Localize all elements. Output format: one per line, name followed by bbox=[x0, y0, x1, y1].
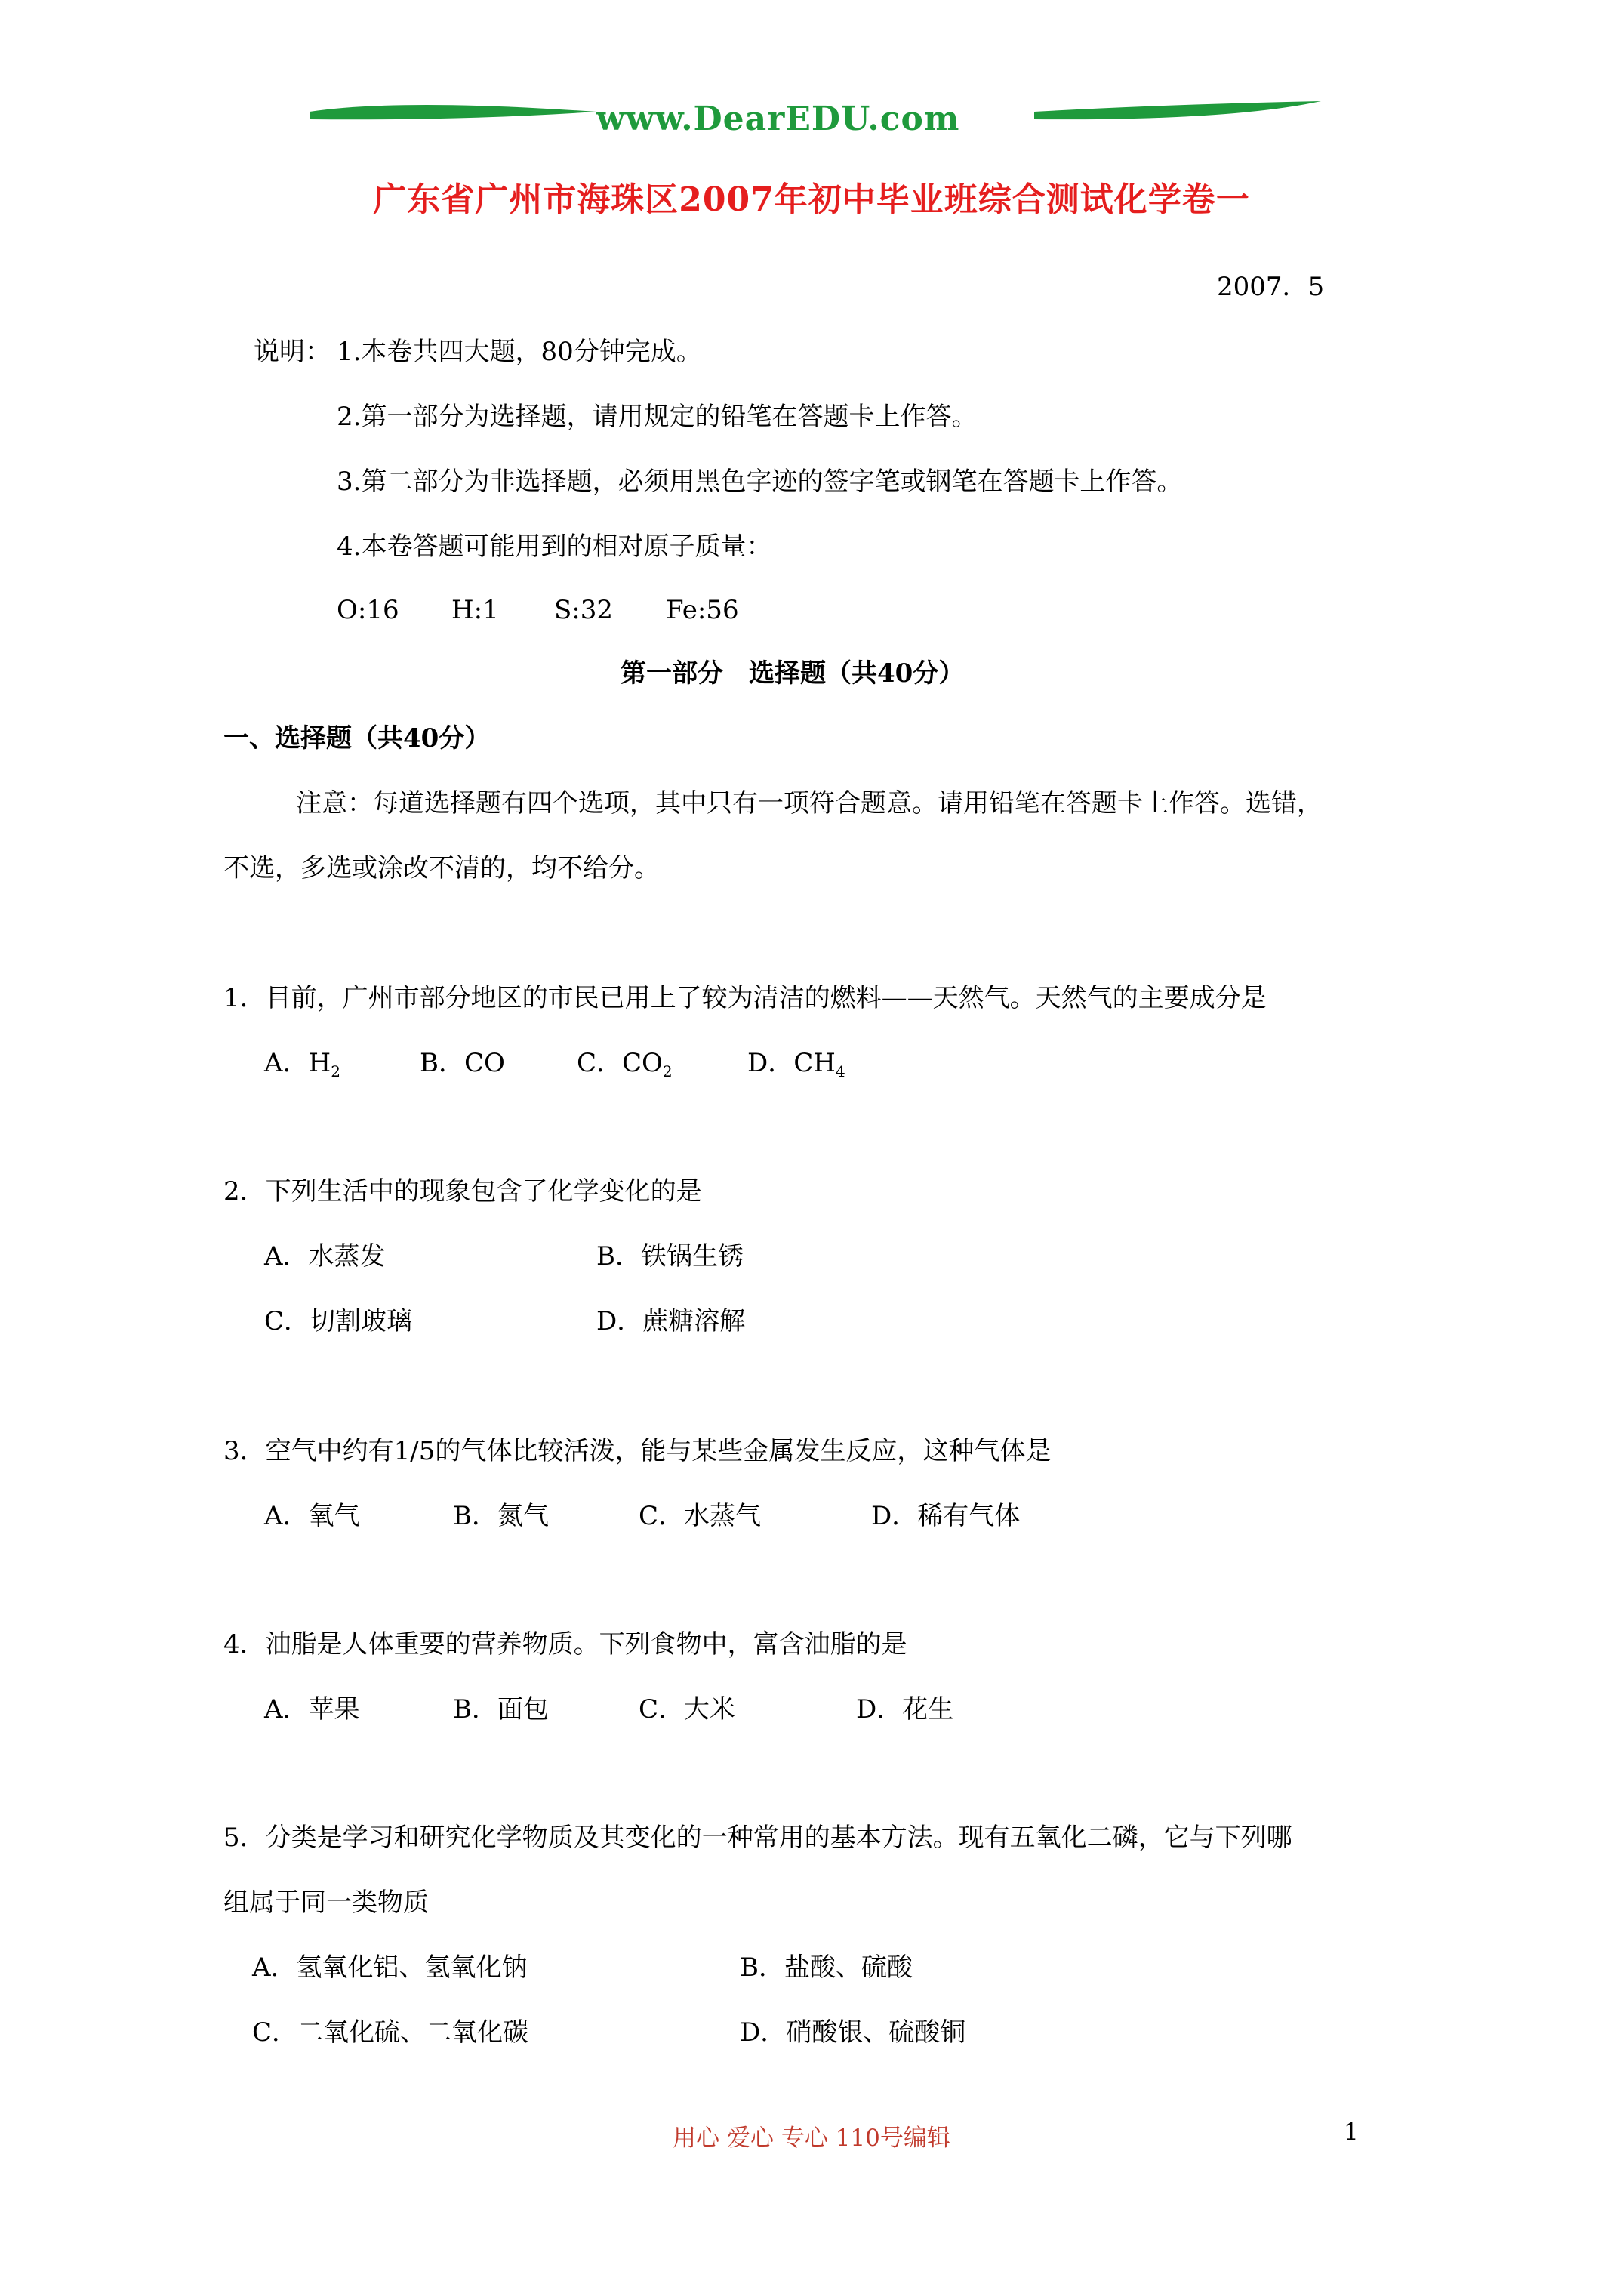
question-4-option-d: D．花生 bbox=[856, 1694, 954, 1724]
instruction-2: 2.第一部分为选择题，请用规定的铅笔在答题卡上作答。 bbox=[337, 402, 978, 432]
question-1-option-a: A．$H_2$ bbox=[264, 1048, 340, 1080]
question-2-option-b: B．铁锅生锈 bbox=[596, 1241, 744, 1271]
document-title: 广东省广州市海珠区2007年初中毕业班综合测试化学卷一 bbox=[373, 180, 1250, 219]
atomic-mass-fe: Fe:56 bbox=[666, 595, 739, 625]
document-date: 2007．5 bbox=[1217, 272, 1325, 302]
footer-text: 用心 爱心 专心 110号编辑 bbox=[673, 2125, 950, 2152]
note-line-2: 不选，多选或涂改不清的，均不给分。 bbox=[223, 853, 660, 883]
logo-wave-left bbox=[310, 95, 596, 136]
question-2-stem: 2．下列生活中的现象包含了化学变化的是 bbox=[223, 1176, 702, 1207]
instruction-3: 3.第二部分为非选择题，必须用黑色字迹的签字笔或钢笔在答题卡上作答。 bbox=[337, 467, 1183, 497]
atomic-mass-o: O:16 bbox=[337, 595, 399, 625]
question-2-option-c: C．切割玻璃 bbox=[264, 1306, 413, 1336]
atomic-mass-s: S:32 bbox=[554, 595, 614, 625]
question-5-option-c: C．二氧化硫、二氧化碳 bbox=[252, 2017, 529, 2048]
logo-text: www.DearEDU.com bbox=[596, 100, 960, 138]
question-2-option-d: D．蔗糖溶解 bbox=[596, 1306, 746, 1336]
part1-heading: 第一部分 选择题（共40分） bbox=[621, 658, 965, 689]
question-2-option-a: A．水蒸发 bbox=[264, 1241, 386, 1271]
section-heading: 一、选择题（共40分） bbox=[223, 723, 491, 754]
question-3-option-c: C．水蒸气 bbox=[639, 1501, 762, 1531]
question-3-option-b: B．氮气 bbox=[453, 1501, 549, 1531]
question-5-option-a: A．氢氧化铝、氢氧化钠 bbox=[252, 1952, 528, 1983]
page-number: 1 bbox=[1344, 2119, 1359, 2146]
question-5-stem-line-1: 5．分类是学习和研究化学物质及其变化的一种常用的基本方法。现有五氧化二磷，它与下列哪 bbox=[223, 1823, 1292, 1853]
question-3-option-a: A．氧气 bbox=[264, 1501, 360, 1531]
question-4-option-c: C．大米 bbox=[639, 1694, 736, 1724]
question-4-option-b: B．面包 bbox=[453, 1694, 549, 1724]
question-4-option-a: A．苹果 bbox=[264, 1694, 360, 1724]
question-3-option-d: D．稀有气体 bbox=[871, 1501, 1021, 1531]
instruction-4: 4.本卷答题可能用到的相对原子质量： bbox=[337, 532, 772, 562]
instruction-1: 1.本卷共四大题，80分钟完成。 bbox=[337, 337, 702, 367]
logo-wave-right bbox=[1034, 95, 1321, 136]
question-1-option-c: C．$CO_2$ bbox=[577, 1048, 673, 1080]
instructions-label: 说明： bbox=[254, 337, 331, 367]
question-5-option-b: B．盐酸、硫酸 bbox=[740, 1952, 913, 1983]
question-5-option-d: D．硝酸银、硫酸铜 bbox=[740, 2017, 966, 2048]
note-line-1: 注意：每道选择题有四个选项，其中只有一项符合题意。请用铅笔在答题卡上作答。选错， bbox=[296, 788, 1323, 818]
atomic-mass-h: H:1 bbox=[451, 595, 499, 625]
question-4-stem: 4．油脂是人体重要的营养物质。下列食物中，富含油脂的是 bbox=[223, 1629, 907, 1660]
question-1-option-d: D．$CH_4$ bbox=[747, 1048, 845, 1080]
question-5-stem-line-2: 组属于同一类物质 bbox=[223, 1888, 429, 1918]
question-1-option-b: B．CO bbox=[420, 1048, 505, 1078]
question-1-stem: 1．目前，广州市部分地区的市民已用上了较为清洁的燃料——天然气。天然气的主要成分是 bbox=[223, 983, 1267, 1013]
question-3-stem: 3．空气中约有1/5的气体比较活泼，能与某些金属发生反应，这种气体是 bbox=[223, 1436, 1052, 1466]
